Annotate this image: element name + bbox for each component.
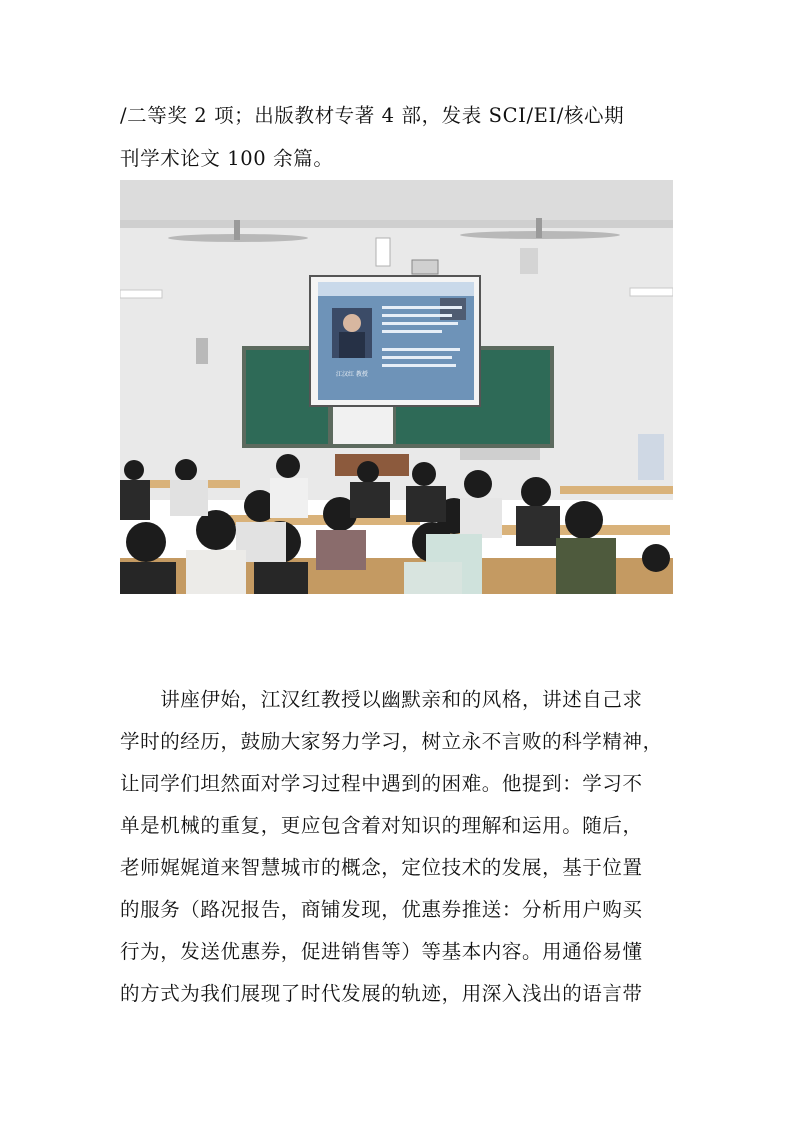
paragraph-line-1: 讲座伊始，江汉红教授以幽默亲和的风格，讲述自己求 xyxy=(120,688,643,711)
paragraph-line-8: 的方式为我们展现了时代发展的轨迹，用深入浅出的语言带 xyxy=(120,982,643,1005)
paragraph-line-4: 单是机械的重复，更应包含着对知识的理解和运用。随后， xyxy=(120,814,643,837)
screen-caption: 江汉红 教授 xyxy=(336,371,368,378)
paragraph-line-2: 学时的经历，鼓励大家努力学习，树立永不言败的科学精神， xyxy=(120,730,663,753)
intro-line-2: 刊学术论文 100 余篇。 xyxy=(120,147,334,170)
intro-line-1: /二等奖 2 项；出版教材专著 4 部，发表 SCI/EI/核心期 xyxy=(120,104,625,127)
paragraph-line-7: 行为，发送优惠券，促进销售等）等基本内容。用通俗易懂 xyxy=(120,940,643,963)
lecture-photo xyxy=(120,180,673,594)
paragraph-line-6: 的服务（路况报告，商铺发现，优惠券推送：分析用户购买 xyxy=(120,898,643,921)
paragraph-line-5: 老师娓娓道来智慧城市的概念，定位技术的发展，基于位置 xyxy=(120,856,643,879)
paragraph-line-3: 让同学们坦然面对学习过程中遇到的困难。他提到：学习不 xyxy=(120,772,643,795)
